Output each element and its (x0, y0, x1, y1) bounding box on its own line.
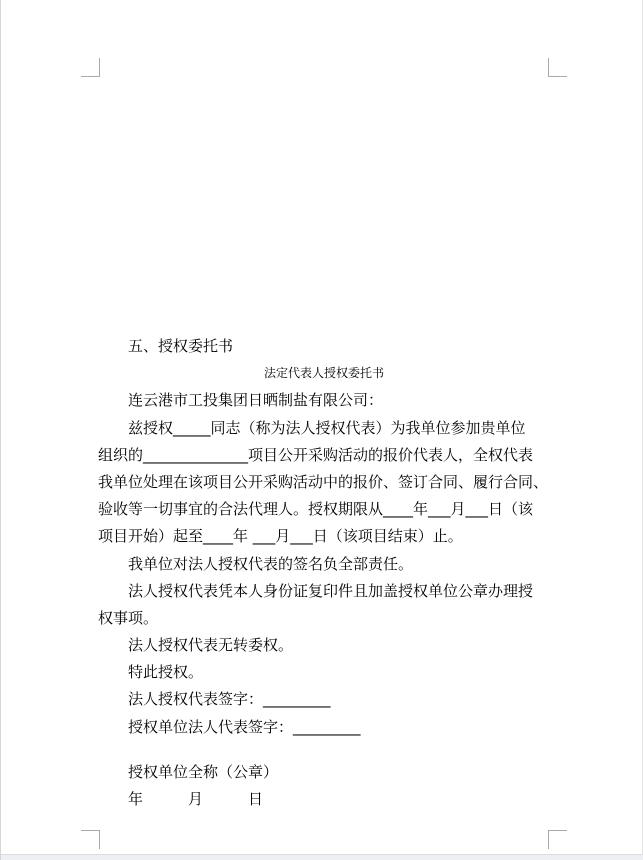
text-line: 我单位对法人授权代表的签名负全部责任。 (128, 554, 414, 573)
crop-mark-top-right (548, 58, 567, 77)
date-line: 年 月 日 (128, 790, 264, 808)
text-line: 我单位处理在该项目公开采购活动中的报价、签订合同、履行合同、 (98, 472, 549, 491)
text-line: 法人授权代表无转委权。 (128, 636, 294, 655)
text-line: 验收等一切事宜的合法代理人。授权期限从____年___月___日（该 (98, 500, 534, 519)
crop-mark-bottom-left (81, 830, 100, 849)
text-line: 权事项。 (98, 608, 159, 627)
page-bottom-edge (1, 854, 643, 860)
text-line: 法人授权代表凭本人身份证复印件且加盖授权单位公章办理授 (128, 581, 534, 600)
blank-line (98, 741, 550, 759)
unit-name-seal-line: 授权单位全称（公章） (128, 762, 279, 781)
legal-rep-signature-line: 授权单位法人代表签字：_________ (128, 717, 361, 736)
section-heading: 五、授权委托书 (128, 337, 234, 355)
text-line: 兹授权_____同志（称为法人授权代表）为我单位参加贵单位 (128, 418, 526, 437)
text-line: 特此授权。 (128, 663, 204, 682)
representative-signature-line: 法人授权代表签字：_________ (128, 690, 331, 709)
text-line: 组织的______________项目公开采购活动的报价代表人，全权代表 (98, 445, 534, 464)
crop-mark-top-left (81, 58, 100, 77)
salutation-line: 连云港市工投集团日晒制盐有限公司： (128, 391, 384, 410)
document-title: 法定代表人授权委托书 (263, 366, 384, 381)
crop-mark-bottom-right (548, 830, 567, 849)
text-line: 项目开始）起至____年 ___月___日（该项目结束）止。 (98, 527, 463, 546)
document-body (98, 333, 550, 813)
